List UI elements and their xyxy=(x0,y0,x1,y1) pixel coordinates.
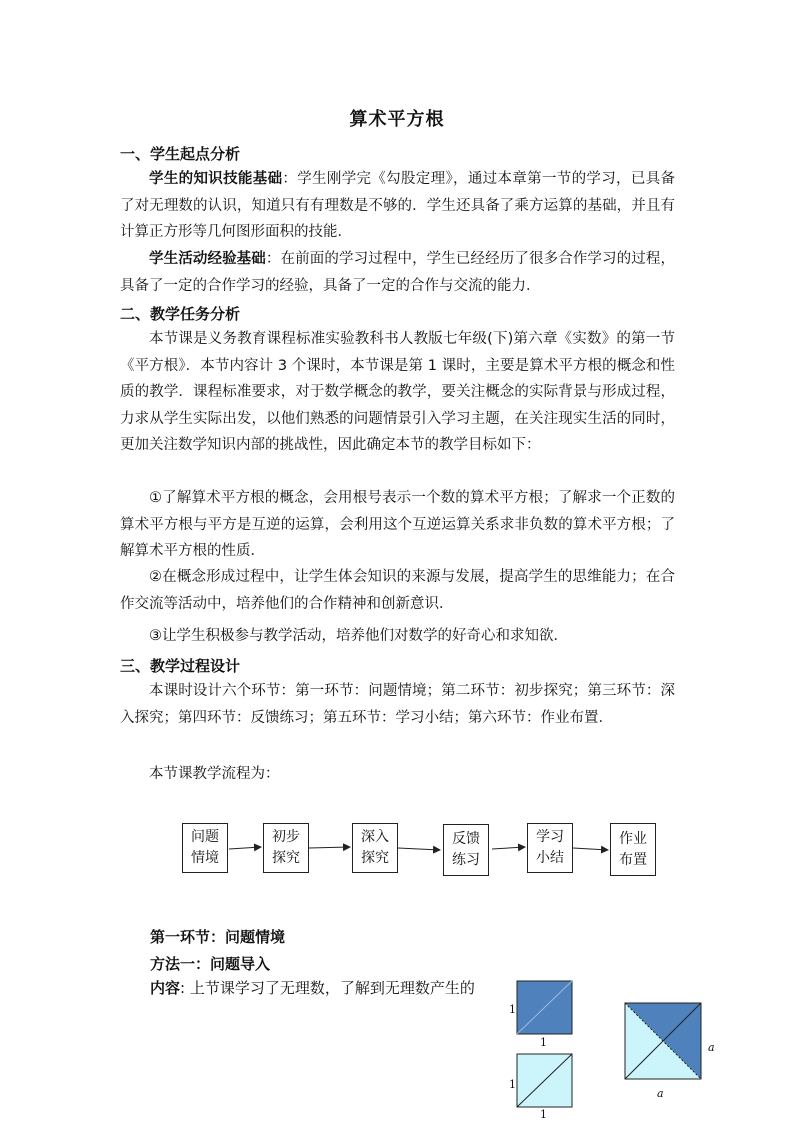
flow-step-1-line1: 问题 xyxy=(191,829,219,845)
flow-step-4-line1: 反馈 xyxy=(452,831,480,847)
paragraph-goal-3: ③让学生积极参与教学活动，培养他们对数学的好奇心和求知欲． xyxy=(149,628,568,644)
paragraph-goal-1: ①了解算术平方根的概念，会用根号表示一个数的算术平方根；了解求一个正数的算术平方根与平方是互逆的运算，会利用这个互逆运算关系求非负数的算术平方根；了解算术平方根的性质． xyxy=(120,490,675,559)
stage-1-content-text: : 上节课学习了无理数，了解到无理数产生的 xyxy=(180,979,475,997)
paragraph-goal-2: ②在概念形成过程中，让学生体会知识的来源与发展，提高学生的思维能力；在合作交流等活动中，培养他们的合作精神和创新意识． xyxy=(120,569,675,612)
paragraph-task-analysis: 本节课是义务教育课程标准实验教科书人教版七年级(下)第六章《实数》的第一节《平方根》．本节内容计 3 个课时，本节课是第 1 课时，主要是算术平方根的概念和性质的教学．课程标准要求，对于数学概念的教学，要关注概念的实际背景与形成过程，力求从学生实际出发，以他们熟悉的问题情景引入学习主题，在关注现实生活的同时，更加关注数学知识内部的挑战性，因此确定本节的教学目标如下： xyxy=(120,331,675,453)
stage-1-content-label: 内容 xyxy=(150,979,181,997)
flow-step-3-line1: 深入 xyxy=(361,829,389,845)
flow-step-1-line2: 情境 xyxy=(191,850,219,866)
paragraph-process-design: 本课时设计六个环节：第一环节：问题情境；第二环节：初步探究；第三环节：深入探究；第四环节：反馈练习；第五环节：学习小结；第六环节：作业布置． xyxy=(120,683,675,726)
section-heading-2: 二、教学任务分析 xyxy=(120,305,241,323)
flow-step-6-line1: 作业 xyxy=(619,830,647,847)
square-big xyxy=(625,1003,701,1079)
stage-1-method: 方法一：问题导入 xyxy=(150,955,271,973)
flow-step-3-line2: 探究 xyxy=(361,850,389,866)
flow-step-2-line2: 探究 xyxy=(272,850,300,866)
page-title: 算术平方根 xyxy=(349,109,445,130)
flow-step-4-line2: 练习 xyxy=(452,852,480,868)
stage-1-heading: 第一环节：问题情境 xyxy=(150,928,286,946)
label-sq2-left: 1 xyxy=(509,1078,516,1091)
label-sq1-bottom: 1 xyxy=(540,1036,547,1049)
label-big-bottom: a xyxy=(657,1087,664,1100)
paragraph-flow-intro: 本节课教学流程为： xyxy=(149,766,280,782)
text-knowledge-base: ：学生刚学完《勾股定理》，通过本章第一节的学习，已具备了对无理数的认识，知道只有有理数是不够的．学生还具备了乘方运算的基础，并且有计算正方形等几何图形面积的技能． xyxy=(120,171,676,240)
flow-step-5-line2: 小结 xyxy=(536,850,564,866)
label-sq2-bottom: 1 xyxy=(540,1108,547,1121)
square-dark xyxy=(517,981,572,1034)
label-big-right: a xyxy=(708,1041,715,1054)
section-heading-3: 三、教学过程设计 xyxy=(120,657,241,675)
flow-step-6-line2: 布置 xyxy=(619,851,647,868)
label-knowledge-base: 学生的知识技能基础 xyxy=(149,171,283,187)
section-heading-1: 一、学生起点分析 xyxy=(120,145,241,163)
label-sq1-left: 1 xyxy=(509,1003,516,1016)
square-light xyxy=(517,1054,572,1107)
flow-step-5-line1: 学习 xyxy=(536,829,564,845)
flow-step-2-line1: 初步 xyxy=(272,829,300,845)
text-activity-base: ：在前面的学习过程中，学生已经经历了很多合作学习的过程，具备了一定的合作学习的经验，具备了一定的合作与交流的能力． xyxy=(120,251,676,294)
label-activity-base: 学生活动经验基础 xyxy=(149,251,266,267)
